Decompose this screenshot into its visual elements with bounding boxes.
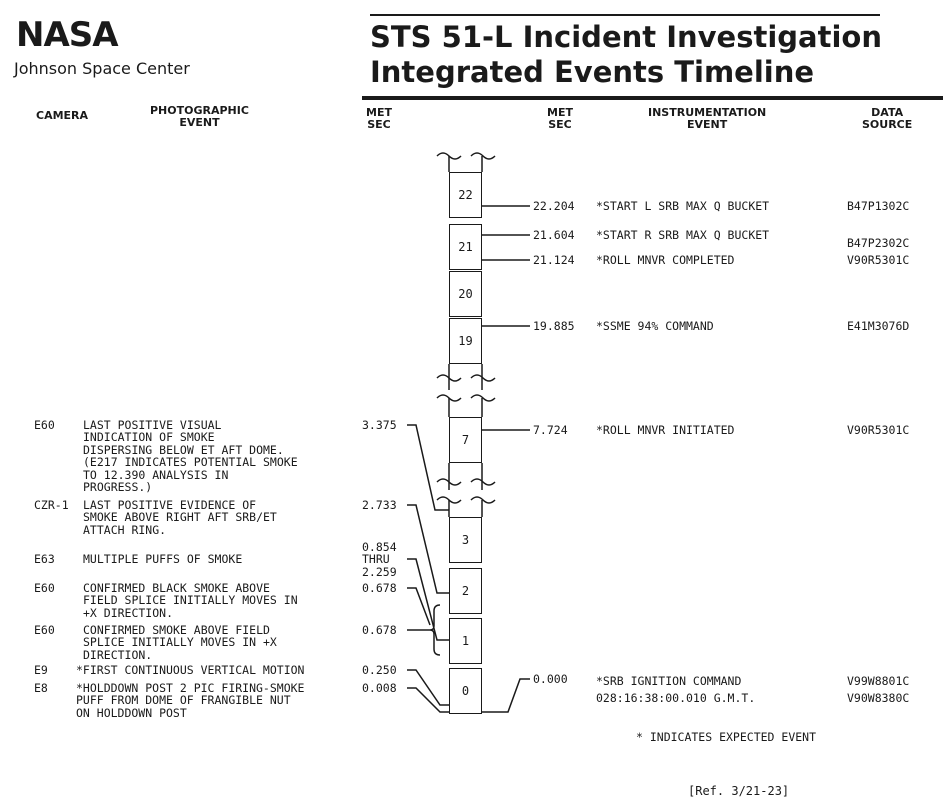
instr-source-21604: B47P2302C xyxy=(847,236,910,250)
photo-event-multiple-puffs: MULTIPLE PUFFS OF SMOKE xyxy=(83,552,243,566)
nasa-logo: NASA xyxy=(16,15,118,55)
camera-e60-b: E60 xyxy=(34,581,55,595)
instr-source-0000: V99W8801C V90W8380C xyxy=(847,674,910,705)
break-mark-mid4 xyxy=(437,497,495,503)
timeline-segment-0: 0 xyxy=(449,668,482,714)
photo-event-last-visual: LAST POSITIVE VISUAL INDICATION OF SMOKE DISPERSING BELOW ET AFT DOME. (E217 INDICATES POTENTIAL SMOKE TO 12.390 ANALYSIS IN PROGRESS.) xyxy=(83,418,298,495)
break-mark-mid3 xyxy=(437,479,495,485)
timeline-segment-2: 2 xyxy=(449,568,482,614)
page-subtitle: Integrated Events Timeline xyxy=(370,55,815,89)
photo-event-last-evidence: LAST POSITIVE EVIDENCE OF SMOKE ABOVE RIGHT AFT SRB/ET ATTACH RING. xyxy=(83,498,277,537)
instr-event-0000: *SRB IGNITION COMMAND 028:16:38:00.010 G.M.T. xyxy=(596,674,756,705)
photo-event-holddown-post: *HOLDDOWN POST 2 PIC FIRING-SMOKE PUFF FROM DOME OF FRANGIBLE NUT ON HOLDDOWN POST xyxy=(76,681,305,720)
column-header-photographic-event: PHOTOGRAPHIC EVENT xyxy=(150,104,249,129)
photo-event-vertical-motion: *FIRST CONTINUOUS VERTICAL MOTION xyxy=(76,663,305,677)
timeline-segment-1: 1 xyxy=(449,618,482,664)
instr-met-7724: 7.724 xyxy=(533,423,568,437)
timeline-segment-21: 21 xyxy=(449,224,482,270)
photo-met-3375: 3.375 xyxy=(362,418,397,432)
instr-event-21124: *ROLL MNVR COMPLETED xyxy=(596,253,735,267)
photo-met-0678-a: 0.678 xyxy=(362,581,397,595)
photo-event-confirmed-smoke: CONFIRMED SMOKE ABOVE FIELD SPLICE INITIALLY MOVES IN +X DIRECTION. xyxy=(83,623,277,662)
instr-source-21124: V90R5301C xyxy=(847,253,910,267)
instr-event-21604: *START R SRB MAX Q BUCKET xyxy=(596,228,770,242)
photo-met-0250: 0.250 xyxy=(362,663,397,677)
center-name: Johnson Space Center xyxy=(14,59,190,78)
instr-met-21124: 21.124 xyxy=(533,253,575,267)
instr-met-0000: 0.000 xyxy=(533,672,568,686)
photo-met-0008: 0.008 xyxy=(362,681,397,695)
column-header-data-source: DATA SOURCE xyxy=(862,106,913,131)
column-header-met-right: MET SEC xyxy=(547,106,573,131)
reference-note: [Ref. 3/21-23] xyxy=(688,784,790,798)
instr-met-19885: 19.885 xyxy=(533,319,575,333)
break-mark-top xyxy=(437,153,495,159)
legend-expected-event: * INDICATES EXPECTED EVENT xyxy=(636,730,817,744)
leader-0678a xyxy=(407,588,430,625)
column-header-instrumentation-event: INSTRUMENTATION EVENT xyxy=(648,106,767,131)
leader-0854 xyxy=(407,559,449,640)
timeline-segment-20: 20 xyxy=(449,271,482,317)
photo-met-0678-b: 0.678 xyxy=(362,623,397,637)
column-header-met-left: MET SEC xyxy=(366,106,392,131)
column-header-camera: CAMERA xyxy=(36,109,89,122)
leader-0000 xyxy=(482,679,530,712)
timeline-segment-22: 22 xyxy=(449,172,482,218)
camera-e63: E63 xyxy=(34,552,55,566)
camera-e60-c: E60 xyxy=(34,623,55,637)
instr-event-22204: *START L SRB MAX Q BUCKET xyxy=(596,199,770,213)
instr-source-19885: E41M3076D xyxy=(847,319,910,333)
page-title: STS 51-L Incident Investigation xyxy=(370,20,882,54)
camera-czr1: CZR-1 xyxy=(34,498,69,512)
camera-e60-a: E60 xyxy=(34,418,55,432)
timeline-segment-19: 19 xyxy=(449,318,482,364)
instr-source-22204: B47P1302C xyxy=(847,199,910,213)
instr-event-19885: *SSME 94% COMMAND xyxy=(596,319,714,333)
photo-met-0854-2259: 0.854 THRU 2.259 xyxy=(362,540,397,579)
instr-event-7724: *ROLL MNVR INITIATED xyxy=(596,423,735,437)
leader-2733 xyxy=(407,505,449,593)
camera-e8: E8 xyxy=(34,681,48,695)
instr-source-7724: V90R5301C xyxy=(847,423,910,437)
camera-e9: E9 xyxy=(34,663,48,677)
photo-event-black-smoke: CONFIRMED BLACK SMOKE ABOVE FIELD SPLICE INITIALLY MOVES IN +X DIRECTION. xyxy=(83,581,298,620)
instr-met-21604: 21.604 xyxy=(533,228,575,242)
timeline-segment-3: 3 xyxy=(449,517,482,563)
leader-0008 xyxy=(407,688,449,712)
instr-met-22204: 22.204 xyxy=(533,199,575,213)
break-mark-mid2 xyxy=(437,395,495,401)
photo-met-2733: 2.733 xyxy=(362,498,397,512)
break-mark-mid1 xyxy=(437,375,495,381)
timeline-segment-7: 7 xyxy=(449,417,482,463)
